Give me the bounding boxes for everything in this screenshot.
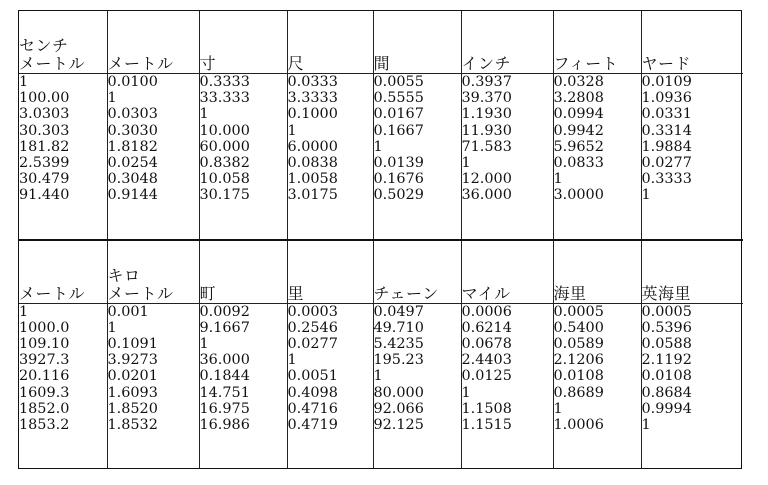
top-value-3-3: 1 <box>287 122 297 139</box>
top-value-0-1: 100.00 <box>19 90 70 107</box>
top-value-column-4 <box>373 74 461 240</box>
top-unit-header-7-line-0: ヤード <box>641 54 692 73</box>
bottom-value-2-3: 36.000 <box>199 352 250 369</box>
bottom-value-4-6: 92.066 <box>373 400 424 417</box>
bottom-value-7-4: 0.0108 <box>641 368 692 385</box>
bottom-value-3-0: 0.0003 <box>287 303 338 320</box>
bottom-value-3-4: 0.0051 <box>287 368 338 385</box>
top-value-6-4: 5.9652 <box>553 138 604 155</box>
bottom-value-0-0: 1 <box>19 303 29 320</box>
top-value-3-5: 0.0838 <box>287 154 338 171</box>
top-unit-header-4 <box>373 11 461 74</box>
top-value-column-7 <box>641 74 743 240</box>
top-value-5-0: 0.3937 <box>461 74 512 90</box>
top-value-2-1: 33.333 <box>199 90 250 107</box>
top-value-2-4: 60.000 <box>199 138 250 155</box>
bottom-unit-header-7-line-0: 英海里 <box>641 283 692 303</box>
distance-units-values-row <box>19 303 743 468</box>
top-value-5-7: 36.000 <box>461 187 512 204</box>
bottom-unit-header-4-line-0: チェーン <box>373 283 439 303</box>
bottom-value-6-3: 2.1206 <box>553 352 604 369</box>
bottom-value-2-5: 14.751 <box>199 384 250 401</box>
bottom-value-column-0 <box>19 303 107 468</box>
bottom-value-4-5: 80.000 <box>373 384 424 401</box>
top-value-7-3: 0.3314 <box>641 122 692 139</box>
bottom-value-4-3: 195.23 <box>373 352 424 369</box>
top-unit-header-5-line-0: インチ <box>461 54 512 73</box>
bottom-value-1-5: 1.6093 <box>107 384 158 401</box>
bottom-value-4-1: 49.710 <box>373 319 424 336</box>
top-value-1-4: 1.8182 <box>107 138 158 155</box>
bottom-value-6-2: 0.0589 <box>553 336 604 352</box>
bottom-value-5-7: 1.1515 <box>461 416 512 433</box>
bottom-value-4-2: 5.4235 <box>373 336 424 352</box>
top-value-5-3: 11.930 <box>461 122 512 139</box>
top-value-column-2 <box>199 74 287 240</box>
top-value-4-6: 0.1676 <box>373 171 424 188</box>
bottom-value-2-2: 1 <box>199 336 209 352</box>
bottom-value-3-6: 0.4716 <box>287 400 338 417</box>
top-value-5-2: 1.1930 <box>461 106 512 123</box>
top-value-4-2: 0.0167 <box>373 106 424 123</box>
bottom-value-column-4 <box>373 303 461 468</box>
top-unit-header-1 <box>107 11 199 74</box>
bottom-unit-header-5 <box>461 240 553 304</box>
top-value-column-1 <box>107 74 199 240</box>
top-value-2-2: 1 <box>199 106 209 123</box>
top-value-3-7: 3.0175 <box>287 187 338 204</box>
bottom-value-0-4: 20.116 <box>19 368 70 385</box>
top-unit-header-0-line-0: センチ <box>19 36 69 55</box>
top-value-4-5: 0.0139 <box>373 154 424 171</box>
bottom-value-column-6 <box>553 303 641 468</box>
top-value-2-6: 10.058 <box>199 171 250 188</box>
bottom-unit-header-2-line-0: 町 <box>199 283 217 303</box>
bottom-value-6-5: 0.8689 <box>553 384 604 401</box>
bottom-unit-header-3 <box>287 240 373 304</box>
top-value-5-5: 1 <box>461 154 471 171</box>
top-value-1-5: 0.0254 <box>107 154 158 171</box>
top-value-0-6: 30.479 <box>19 171 70 188</box>
bottom-value-6-0: 0.0005 <box>553 303 604 320</box>
bottom-unit-header-5-line-0: マイル <box>461 283 511 303</box>
bottom-value-6-6: 1 <box>553 400 563 417</box>
top-value-3-1: 3.3333 <box>287 90 338 107</box>
top-value-7-7: 1 <box>641 187 651 204</box>
bottom-value-0-2: 109.10 <box>19 336 70 352</box>
bottom-value-3-2: 0.0277 <box>287 336 338 352</box>
bottom-unit-header-1 <box>107 240 199 304</box>
top-value-3-2: 0.1000 <box>287 106 338 123</box>
top-value-1-7: 0.9144 <box>107 187 158 204</box>
bottom-unit-header-3-line-0: 里 <box>287 283 305 303</box>
top-value-6-0: 0.0328 <box>553 74 604 90</box>
top-value-7-2: 0.0331 <box>641 106 692 123</box>
top-value-column-5 <box>461 74 553 240</box>
bottom-value-column-7 <box>641 303 743 468</box>
top-value-2-0: 0.3333 <box>199 74 250 90</box>
conversion-grid <box>19 11 743 468</box>
top-unit-header-3 <box>287 11 373 74</box>
top-value-2-3: 10.000 <box>199 122 250 139</box>
bottom-value-0-6: 1852.0 <box>19 400 70 417</box>
top-value-7-4: 1.9884 <box>641 138 692 155</box>
top-value-column-6 <box>553 74 641 240</box>
top-value-0-4: 181.82 <box>19 138 70 155</box>
top-value-1-0: 0.0100 <box>107 74 158 90</box>
bottom-value-4-0: 0.0497 <box>373 303 424 320</box>
bottom-unit-header-1-line-0: キロ <box>107 265 141 285</box>
top-value-2-5: 0.8382 <box>199 154 250 171</box>
bottom-unit-header-0-line-0: メートル <box>19 283 86 303</box>
top-unit-header-2 <box>199 11 287 74</box>
bottom-value-column-5 <box>461 303 553 468</box>
top-value-5-1: 39.370 <box>461 90 512 107</box>
distance-units-header-row <box>19 240 743 304</box>
top-unit-header-2-line-0: 寸 <box>199 54 217 73</box>
top-value-0-0: 1 <box>19 74 29 90</box>
top-value-6-2: 0.0994 <box>553 106 604 123</box>
bottom-value-1-4: 0.0201 <box>107 368 158 385</box>
top-value-3-0: 0.0333 <box>287 74 338 90</box>
bottom-value-2-7: 16.986 <box>199 416 250 433</box>
bottom-value-7-7: 1 <box>641 416 651 433</box>
bottom-value-column-3 <box>287 303 373 468</box>
top-value-7-0: 0.0109 <box>641 74 692 90</box>
top-value-1-2: 0.0303 <box>107 106 158 123</box>
top-value-0-2: 3.0303 <box>19 106 70 123</box>
top-unit-header-6 <box>553 11 641 74</box>
length-units-values-row <box>19 74 743 240</box>
unit-conversion-table <box>18 10 742 469</box>
bottom-value-2-0: 0.0092 <box>199 303 250 320</box>
bottom-value-7-2: 0.0588 <box>641 336 692 352</box>
top-unit-header-4-line-0: 間 <box>373 54 391 73</box>
bottom-value-0-5: 1609.3 <box>19 384 70 401</box>
top-value-4-7: 0.5029 <box>373 187 424 204</box>
bottom-value-1-7: 1.8532 <box>107 416 158 433</box>
top-value-6-6: 1 <box>553 171 563 188</box>
top-value-1-6: 0.3048 <box>107 171 158 188</box>
top-unit-header-0-line-1: メートル <box>19 54 86 73</box>
top-value-7-6: 0.3333 <box>641 171 692 188</box>
top-unit-header-6-line-0: フィート <box>553 54 619 73</box>
bottom-value-4-7: 92.125 <box>373 416 424 433</box>
bottom-value-5-2: 0.0678 <box>461 336 512 352</box>
bottom-value-5-1: 0.6214 <box>461 319 512 336</box>
top-value-3-6: 1.0058 <box>287 171 338 188</box>
bottom-value-5-3: 2.4403 <box>461 352 512 369</box>
bottom-unit-header-7 <box>641 240 743 304</box>
bottom-value-column-2 <box>199 303 287 468</box>
top-value-4-4: 1 <box>373 138 383 155</box>
top-unit-header-5 <box>461 11 553 74</box>
top-unit-header-7 <box>641 11 743 74</box>
top-value-1-1: 1 <box>107 90 117 107</box>
bottom-value-0-1: 1000.0 <box>19 319 70 336</box>
bottom-unit-header-0 <box>19 240 107 304</box>
bottom-value-7-0: 0.0005 <box>641 303 692 320</box>
bottom-value-1-2: 0.1091 <box>107 336 158 352</box>
bottom-unit-header-1-line-1: メートル <box>107 283 174 303</box>
top-value-1-3: 0.3030 <box>107 122 158 139</box>
bottom-value-column-1 <box>107 303 199 468</box>
bottom-value-7-6: 0.9994 <box>641 400 692 417</box>
top-value-6-7: 3.0000 <box>553 187 604 204</box>
bottom-value-5-4: 0.0125 <box>461 368 512 385</box>
bottom-value-2-1: 9.1667 <box>199 319 250 336</box>
bottom-value-7-5: 0.8684 <box>641 384 692 401</box>
bottom-value-3-3: 1 <box>287 352 297 369</box>
bottom-value-5-0: 0.0006 <box>461 303 512 320</box>
top-value-6-1: 3.2808 <box>553 90 604 107</box>
bottom-value-3-5: 0.4098 <box>287 384 338 401</box>
top-value-4-1: 0.5555 <box>373 90 424 107</box>
top-value-7-1: 1.0936 <box>641 90 692 107</box>
top-value-column-3 <box>287 74 373 240</box>
bottom-value-0-7: 1853.2 <box>19 416 70 433</box>
top-value-3-4: 6.0000 <box>287 138 338 155</box>
bottom-value-7-3: 2.1192 <box>641 352 692 369</box>
bottom-value-5-6: 1.1508 <box>461 400 512 417</box>
top-value-6-3: 0.9942 <box>553 122 604 139</box>
bottom-value-1-0: 0.001 <box>107 303 149 320</box>
bottom-unit-header-6-line-0: 海里 <box>553 283 587 303</box>
bottom-value-2-6: 16.975 <box>199 400 250 417</box>
bottom-value-4-4: 1 <box>373 368 383 385</box>
bottom-unit-header-2 <box>199 240 287 304</box>
bottom-unit-header-6 <box>553 240 641 304</box>
top-unit-header-3-line-0: 尺 <box>287 54 305 73</box>
top-unit-header-0 <box>19 11 107 74</box>
bottom-value-3-1: 0.2546 <box>287 319 338 336</box>
bottom-value-6-1: 0.5400 <box>553 319 604 336</box>
bottom-value-7-1: 0.5396 <box>641 319 692 336</box>
top-value-6-5: 0.0833 <box>553 154 604 171</box>
bottom-value-6-7: 1.0006 <box>553 416 604 433</box>
bottom-unit-header-4 <box>373 240 461 304</box>
top-value-0-7: 91.440 <box>19 187 70 204</box>
bottom-value-1-6: 1.8520 <box>107 400 158 417</box>
bottom-value-1-1: 1 <box>107 319 117 336</box>
top-value-0-5: 2.5399 <box>19 154 70 171</box>
bottom-value-2-4: 0.1844 <box>199 368 250 385</box>
top-unit-header-1-line-0: メートル <box>107 54 174 73</box>
top-value-column-0 <box>19 74 107 240</box>
length-units-header-row <box>19 11 743 74</box>
top-value-4-3: 0.1667 <box>373 122 424 139</box>
top-value-4-0: 0.0055 <box>373 74 424 90</box>
bottom-value-6-4: 0.0108 <box>553 368 604 385</box>
top-value-7-5: 0.0277 <box>641 154 692 171</box>
top-value-0-3: 30.303 <box>19 122 70 139</box>
bottom-value-1-3: 3.9273 <box>107 352 158 369</box>
bottom-value-3-7: 0.4719 <box>287 416 338 433</box>
top-value-2-7: 30.175 <box>199 187 250 204</box>
top-value-5-6: 12.000 <box>461 171 512 188</box>
bottom-value-5-5: 1 <box>461 384 471 401</box>
bottom-value-0-3: 3927.3 <box>19 352 70 369</box>
top-value-5-4: 71.583 <box>461 138 512 155</box>
